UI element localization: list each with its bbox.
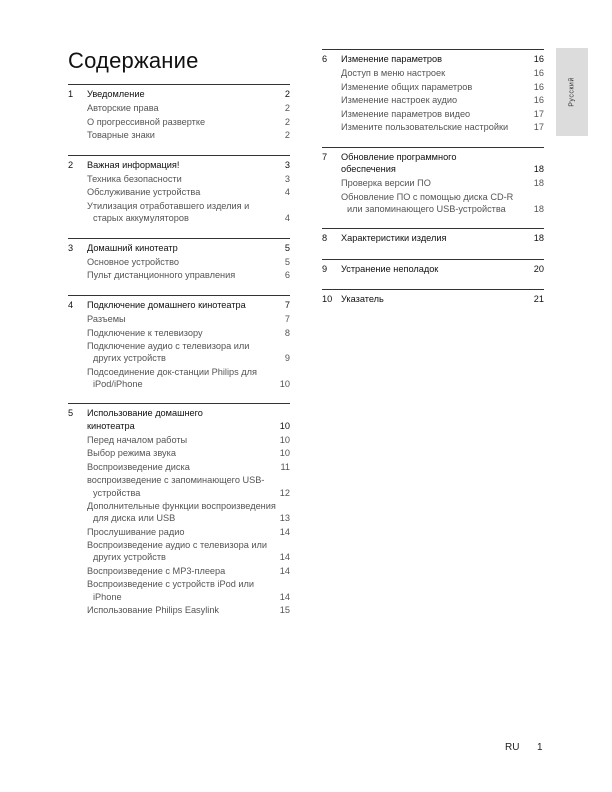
toc-entry-page: 4 (284, 213, 290, 224)
section-number: 7 (322, 151, 328, 162)
section-page: 18 (533, 163, 544, 174)
toc-entry-page: 12 (279, 487, 290, 498)
toc-entry-page: 7 (284, 314, 290, 324)
section-divider (322, 289, 544, 290)
toc-entry-page: 2 (284, 116, 290, 127)
section-divider (322, 49, 544, 50)
toc-entry[interactable]: Прослушивание радио (87, 526, 185, 537)
section-page: 16 (533, 54, 544, 64)
section-title[interactable]: Изменение параметров (341, 54, 443, 64)
section-title[interactable]: Подключение домашнего кинотеатра (87, 299, 246, 310)
toc-entry-page: 10 (279, 448, 290, 459)
toc-entry[interactable]: О прогрессивной развертке (87, 116, 206, 127)
toc-entry[interactable]: Изменение параметров видео (341, 108, 471, 119)
toc-entry-page: 11 (280, 461, 290, 472)
toc-entry-page: 17 (533, 122, 544, 133)
toc-entry-page: 5 (284, 256, 290, 267)
section-title[interactable]: Устранение неполадок (341, 263, 439, 274)
toc-entry[interactable]: Подсоединение док-станции Philips для (87, 366, 257, 377)
section-divider (68, 238, 290, 239)
section-title[interactable]: Указатель (341, 293, 384, 304)
section-number: 6 (322, 54, 328, 64)
toc-entry[interactable]: Выбор режима звука (87, 448, 176, 459)
toc-entry-page: 13 (279, 513, 290, 524)
toc-entry-page: 2 (284, 103, 290, 114)
toc-entry[interactable]: или запоминающего USB-устройства (347, 203, 506, 214)
footer-language: RU (505, 742, 520, 753)
section-number: 2 (68, 159, 74, 170)
section-title[interactable]: кинотеатра (87, 420, 135, 431)
toc-entry-page: 8 (284, 327, 290, 338)
toc-entry[interactable]: iPod/iPhone (93, 378, 143, 389)
toc-entry-page: 2 (284, 130, 290, 141)
section-divider (322, 259, 544, 260)
toc-entry-page: 14 (279, 552, 290, 563)
section-divider (68, 295, 290, 296)
page-title: Содержание (68, 48, 199, 73)
section-title[interactable]: Характеристики изделия (341, 233, 447, 244)
section-page: 2 (284, 89, 290, 99)
toc-entry[interactable]: iPhone (93, 591, 122, 602)
toc-entry[interactable]: Техника безопасности (87, 173, 182, 184)
toc-entry-page: 3 (284, 173, 290, 184)
section-divider (322, 228, 544, 229)
section-divider (68, 403, 290, 404)
section-title[interactable]: Использование домашнего (87, 408, 203, 419)
section-number: 3 (68, 242, 74, 253)
section-title[interactable]: Важная информация! (87, 159, 180, 170)
section-number: 10 (322, 293, 333, 304)
section-number: 4 (68, 299, 74, 310)
section-divider (322, 147, 544, 148)
toc-entry[interactable]: Подключение к телевизору (87, 327, 203, 338)
toc-entry[interactable]: Использование Philips Easylink (87, 605, 220, 616)
toc-entry-page: 18 (533, 203, 544, 214)
toc-entry[interactable]: Изменение общих параметров (341, 81, 473, 92)
section-page: 7 (284, 299, 290, 310)
section-title[interactable]: Обновление программного (341, 151, 457, 162)
toc-entry-page: 14 (279, 591, 290, 602)
toc-entry[interactable]: Обновление ПО с помощью диска CD-R (341, 191, 514, 202)
section-title[interactable]: Домашний кинотеатр (87, 242, 178, 253)
toc-entry-page: 6 (284, 270, 290, 281)
section-page: 20 (533, 263, 544, 274)
toc-entry[interactable]: Товарные знаки (87, 130, 155, 141)
toc-entry-page: 14 (279, 565, 290, 576)
language-side-tab (556, 48, 588, 136)
toc-entry[interactable]: Проверка версии ПО (341, 178, 431, 189)
section-number: 8 (322, 233, 328, 244)
toc-entry[interactable]: других устройств (93, 552, 166, 563)
toc-entry-page: 17 (533, 108, 544, 119)
section-number: 1 (68, 89, 74, 99)
toc-entry-page: 16 (533, 68, 544, 79)
toc-entry[interactable]: для диска или USB (93, 513, 176, 524)
toc-entry[interactable]: Обслуживание устройства (87, 187, 201, 198)
toc-entry[interactable]: Подключение аудио с телевизора или (87, 341, 250, 351)
toc-entry[interactable]: Измените пользовательские настройки (341, 122, 509, 133)
toc-entry[interactable]: Воспроизведение диска (87, 461, 190, 472)
toc-entry[interactable]: Изменение настроек аудио (341, 95, 458, 106)
section-title[interactable]: обеспечения (341, 163, 396, 174)
toc-entry-page: 10 (279, 378, 290, 389)
toc-entry[interactable]: воспроизведение с запоминающего USB- (87, 475, 265, 486)
toc-entry-page: 15 (279, 605, 290, 616)
toc-entry[interactable]: Пульт дистанционного управления (87, 270, 236, 281)
toc-entry[interactable]: Авторские права (87, 103, 159, 114)
toc-entry[interactable]: Утилизация отработавшего изделия и (87, 200, 250, 211)
side-tab-label: Русский (568, 77, 576, 107)
toc-entry[interactable]: Перед началом работы (87, 434, 188, 445)
section-title[interactable]: Уведомление (87, 89, 145, 99)
section-page: 18 (533, 233, 544, 244)
toc-entry-page: 18 (533, 178, 544, 189)
section-page: 21 (533, 293, 544, 304)
footer-page-number: 1 (537, 742, 543, 753)
toc-entry-page: 4 (284, 187, 290, 198)
section-number: 5 (68, 408, 74, 419)
toc-entry[interactable]: Воспроизведение с MP3-плеера (87, 565, 226, 576)
toc-entry-page: 16 (533, 81, 544, 92)
toc-entry[interactable]: старых аккумуляторов (93, 213, 189, 224)
toc-entry-page: 10 (279, 434, 290, 445)
toc-entry-page: 16 (533, 95, 544, 106)
section-page: 3 (284, 159, 290, 170)
toc-entry[interactable]: других устройств (93, 353, 166, 364)
toc-entry-page: 9 (284, 353, 290, 364)
toc-entry[interactable]: Воспроизведение с устройств iPod или (87, 579, 254, 590)
toc-entry[interactable]: Разъемы (87, 314, 126, 324)
toc-entry[interactable]: Доступ в меню настроек (341, 68, 446, 79)
toc-entry[interactable]: устройства (93, 487, 141, 498)
toc-entry[interactable]: Воспроизведение аудио с телевизора или (87, 540, 267, 551)
section-divider (68, 84, 290, 85)
toc-entry[interactable]: Дополнительные функции воспроизведения (87, 501, 276, 511)
section-divider (68, 155, 290, 156)
toc-entry-page: 14 (279, 526, 290, 537)
section-page: 5 (284, 242, 290, 253)
toc-entry[interactable]: Основное устройство (87, 256, 179, 267)
section-number: 9 (322, 263, 328, 274)
section-page: 10 (279, 420, 290, 431)
